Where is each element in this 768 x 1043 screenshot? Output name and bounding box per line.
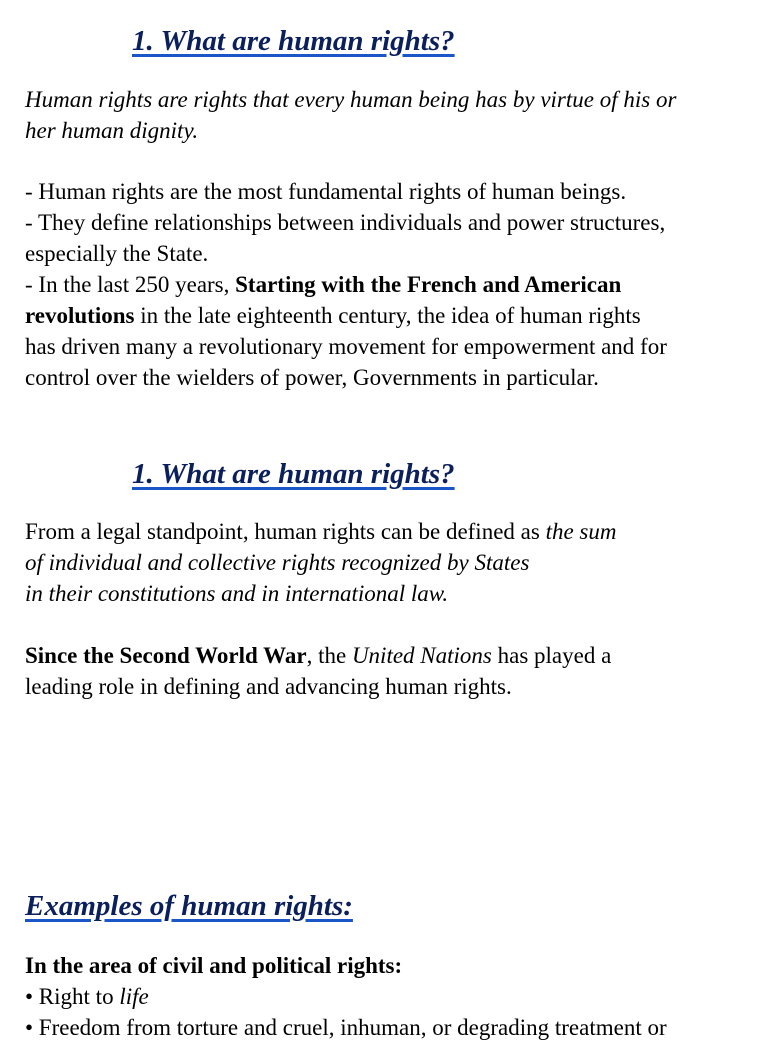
bullet-history xyxy=(25,300,760,331)
bullet-relationships: especially the State. xyxy=(25,241,209,266)
bullet-history xyxy=(25,269,760,300)
legal-paragraph xyxy=(25,516,760,609)
example-item-prefix: • Right to xyxy=(25,984,120,1009)
bullet-history: control over the wielders of power, Governments in particular. xyxy=(25,365,599,390)
un-mid: , the xyxy=(306,643,352,668)
legal-line: in their constitutions and in international law. xyxy=(25,581,449,606)
example-item-italic: life xyxy=(119,984,149,1009)
examples-list xyxy=(25,950,760,1043)
bullet-history-prefix: - In the last 250 years, xyxy=(25,272,236,297)
section-heading: 1. What are human rights? xyxy=(132,25,455,57)
bullet-fundamental: - Human rights are the most fundamental rights of human beings. xyxy=(25,179,627,204)
example-item: • Freedom from torture and cruel, inhuman, or degrading treatment or xyxy=(25,1015,667,1040)
un-paragraph xyxy=(25,640,760,702)
example-item xyxy=(25,981,760,1012)
bullet-history-bold: Starting with the French and American xyxy=(235,272,622,297)
examples-heading: Examples of human rights: xyxy=(25,890,353,922)
section-heading: 1. What are human rights? xyxy=(132,458,455,490)
un-line: leading role in defining and advancing human rights. xyxy=(25,674,512,699)
un-line xyxy=(25,640,760,671)
definition-paragraph xyxy=(25,84,760,146)
bullet-list xyxy=(25,176,760,393)
bullet-history: has driven many a revolutionary movement for empowerment and for xyxy=(25,334,667,359)
definition-line: her human dignity. xyxy=(25,118,199,143)
bullet-history-bold: revolutions xyxy=(25,303,135,328)
un-rest: has played a xyxy=(491,643,612,668)
legal-line: of individual and collective rights recognized by States xyxy=(25,550,530,575)
legal-line xyxy=(25,516,760,547)
un-italic: United Nations xyxy=(351,643,492,668)
legal-prefix: From a legal standpoint, human rights can be defined as xyxy=(25,519,546,544)
bullet-relationships: - They define relationships between individuals and power structures, xyxy=(25,210,666,235)
bullet-history-text: in the late eighteenth century, the idea of human rights xyxy=(134,303,641,328)
un-bold: Since the Second World War xyxy=(25,643,307,668)
legal-italic: the sum xyxy=(545,519,617,544)
examples-subheading: In the area of civil and political rights: xyxy=(25,953,403,978)
definition-line: Human rights are rights that every human being has by virtue of his or xyxy=(25,87,677,112)
